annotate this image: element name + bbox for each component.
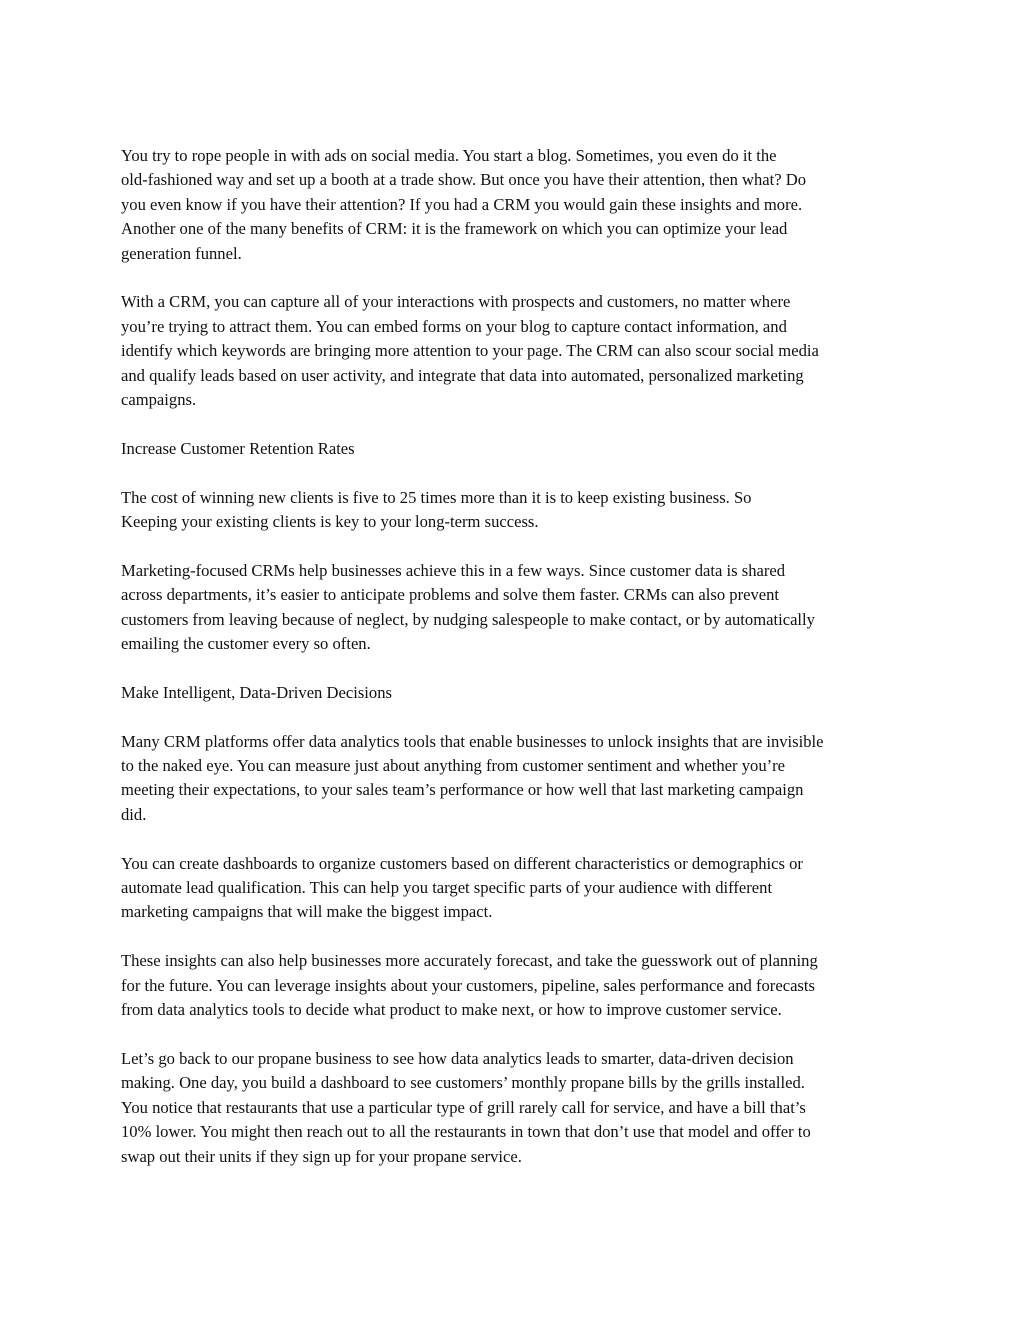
- paragraph-spacer: [121, 705, 911, 729]
- paragraph-line: You notice that restaurants that use a particular type of grill rarely call for service, and have a bill that’s: [121, 1097, 806, 1117]
- paragraph-spacer: [121, 461, 911, 485]
- paragraph-line: Many CRM platforms offer data analytics tools that enable businesses to unlock insights that are invisible: [121, 731, 824, 751]
- paragraph: [121, 730, 911, 828]
- paragraph-line: You can create dashboards to organize customers based on different characteristics or demographics or: [121, 853, 803, 873]
- paragraph-line: and qualify leads based on user activity, and integrate that data into automated, personalized marketing: [121, 365, 804, 385]
- paragraph-spacer: [121, 827, 911, 851]
- paragraph-line: campaigns.: [121, 390, 197, 410]
- paragraph: [121, 1047, 911, 1169]
- paragraph-line: marketing campaigns that will make the biggest impact.: [121, 902, 493, 922]
- paragraph-line: you’re trying to attract them. You can embed forms on your blog to capture contact information, and: [121, 316, 787, 336]
- paragraph-line: Let’s go back to our propane business to see how data analytics leads to smarter, data-driven decision: [121, 1048, 794, 1068]
- paragraph-line: customers from leaving because of neglect, by nudging salespeople to make contact, or by automatically: [121, 609, 815, 629]
- paragraph: [121, 559, 911, 657]
- paragraph-spacer: [121, 266, 911, 290]
- paragraph-spacer: [121, 656, 911, 680]
- paragraph-line: across departments, it’s easier to anticipate problems and solve them faster. CRMs can also prevent: [121, 585, 780, 605]
- paragraph-line: You try to rope people in with ads on social media. You start a blog. Sometimes, you even do it the: [121, 146, 777, 165]
- paragraph-line: These insights can also help businesses more accurately forecast, and take the guesswork out of planning: [121, 951, 818, 971]
- paragraph-line: 10% lower. You might then reach out to all the restaurants in town that don’t use that model and offer to: [121, 1122, 811, 1142]
- paragraph-line: for the future. You can leverage insights about your customers, pipeline, sales performance and forecasts: [121, 975, 815, 995]
- paragraph-line: to the naked eye. You can measure just about anything from customer sentiment and whether you’re: [121, 756, 786, 776]
- paragraph-line: meeting their expectations, to your sales team’s performance or how well that last marketing campaign: [121, 780, 804, 800]
- paragraph: [121, 290, 911, 412]
- heading-text: Increase Customer Retention Rates: [121, 438, 355, 458]
- paragraph-line: making. One day, you build a dashboard to see customers’ monthly propane bills by the grills installed.: [121, 1073, 805, 1093]
- paragraph-line: you even know if you have their attention? If you had a CRM you would gain these insights and more.: [121, 194, 803, 214]
- paragraph-line: identify which keywords are bringing more attention to your page. The CRM can also scour social media: [121, 341, 819, 361]
- paragraph-line: Marketing-focused CRMs help businesses achieve this in a few ways. Since customer data is shared: [121, 560, 786, 580]
- paragraph-line: old-fashioned way and set up a booth at a trade show. But once you have their attention, then what? Do: [121, 170, 807, 190]
- paragraph-line: automate lead qualification. This can help you target specific parts of your audience with different: [121, 878, 773, 898]
- paragraph-line: With a CRM, you can capture all of your interactions with prospects and customers, no matter where: [121, 292, 791, 312]
- paragraph: [121, 144, 911, 266]
- paragraph: [121, 852, 911, 925]
- document-body: [121, 144, 911, 1169]
- paragraph-spacer: [121, 534, 911, 558]
- paragraph-line: generation funnel.: [121, 243, 242, 263]
- paragraph-line: The cost of winning new clients is five to 25 times more than it is to keep existing business. So: [121, 487, 752, 507]
- paragraph-line: did.: [121, 804, 147, 824]
- paragraph-line: emailing the customer every so often.: [121, 634, 371, 654]
- paragraph-spacer: [121, 1023, 911, 1047]
- paragraph-line: Keeping your existing clients is key to your long-term success.: [121, 512, 539, 532]
- paragraph-line: from data analytics tools to decide what product to make next, or how to improve customer service.: [121, 1000, 782, 1020]
- paragraph-spacer: [121, 925, 911, 949]
- heading-text: Make Intelligent, Data-Driven Decisions: [121, 682, 392, 702]
- paragraph: [121, 949, 911, 1022]
- paragraph-line: swap out their units if they sign up for your propane service.: [121, 1146, 522, 1166]
- paragraph-spacer: [121, 412, 911, 436]
- paragraph-line: Another one of the many benefits of CRM: it is the framework on which you can optimize your lead: [121, 219, 788, 239]
- paragraph: [121, 486, 911, 535]
- section-heading: [121, 681, 911, 705]
- section-heading: [121, 437, 911, 461]
